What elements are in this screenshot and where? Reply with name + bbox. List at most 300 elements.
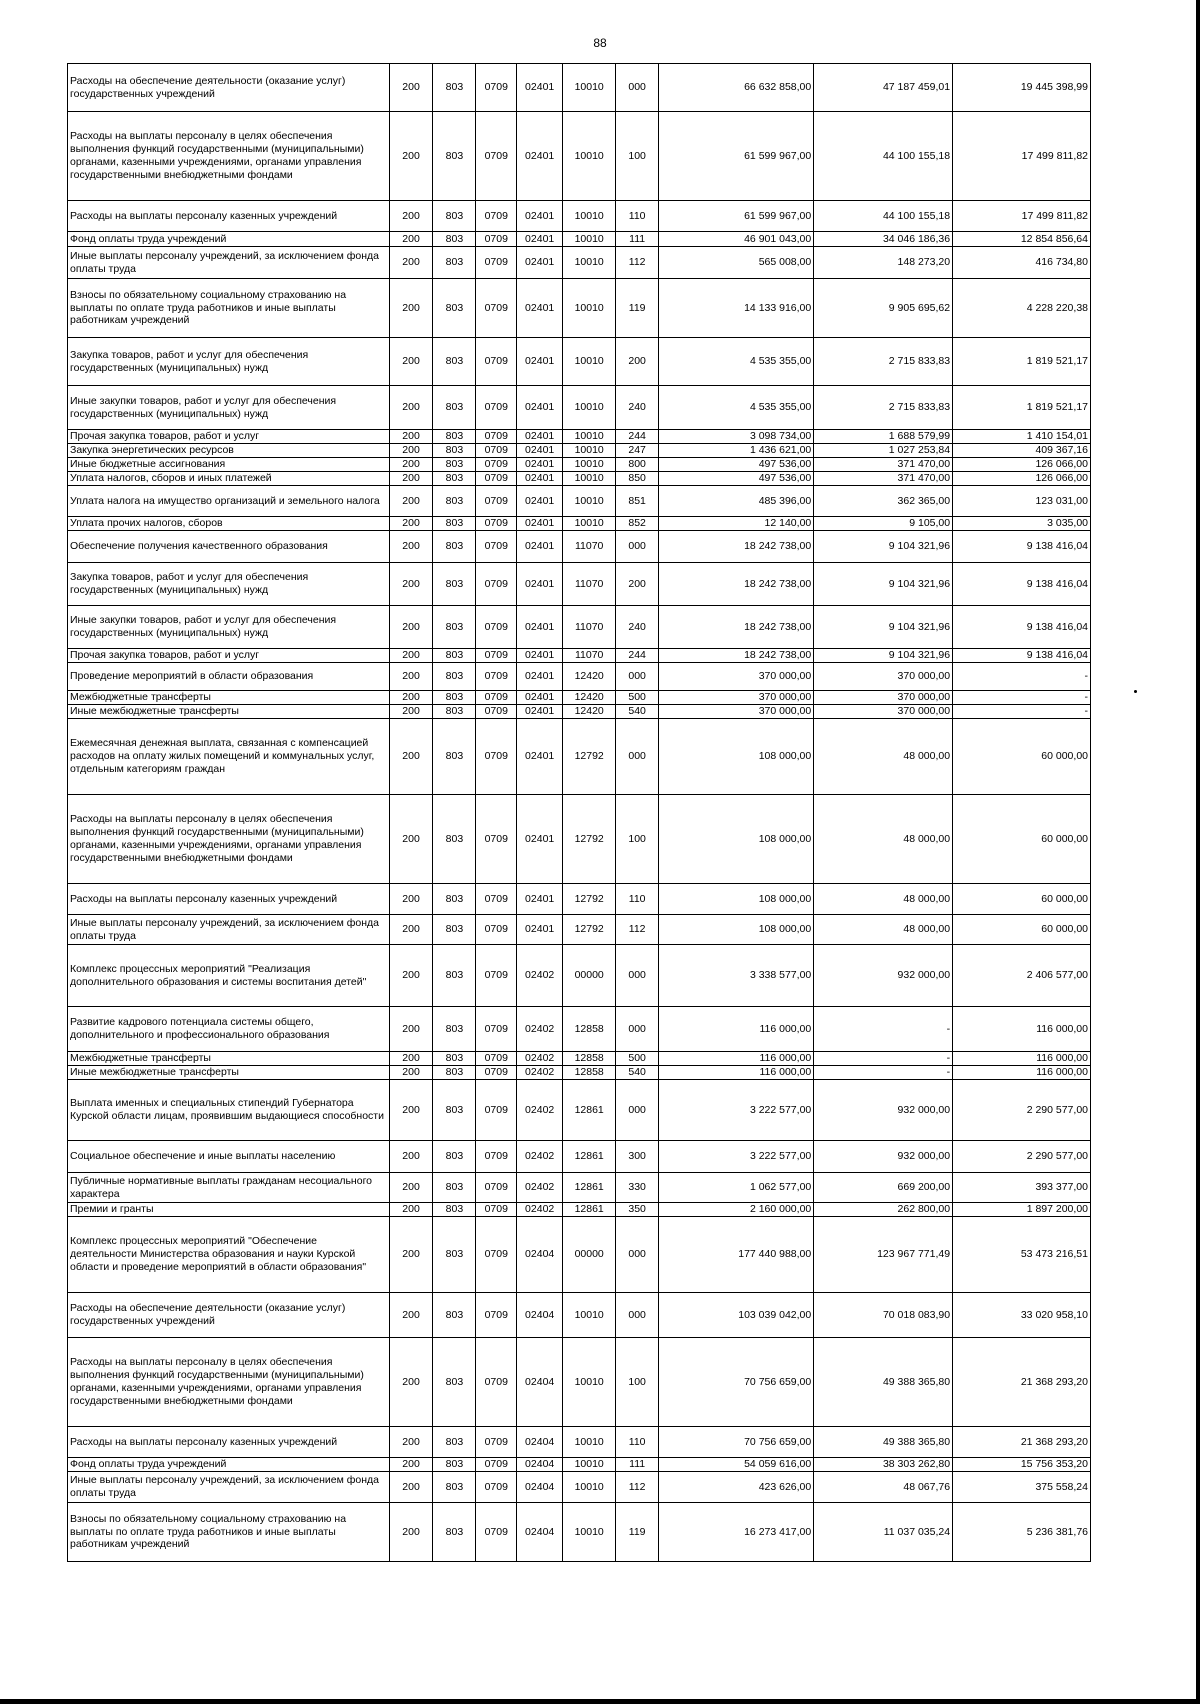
code-ministry-cell: 803: [433, 705, 476, 719]
code-direction-cell: 10010: [563, 247, 616, 279]
amount-remaining-cell: 9 138 416,04: [953, 531, 1091, 563]
row-name-cell: Расходы на обеспечение деятельности (оказание услуг) государственных учреждений: [68, 64, 390, 112]
row-name-cell: Иные выплаты персоналу учреждений, за исключением фонда оплаты труда: [68, 915, 390, 945]
amount-executed-cell: 9 104 321,96: [814, 531, 953, 563]
code-ministry-cell: 803: [433, 486, 476, 517]
code-section-cell: 0709: [476, 338, 517, 386]
code-program-cell: 02402: [517, 1080, 563, 1141]
amount-approved-cell: 4 535 355,00: [659, 386, 814, 430]
code-section-cell: 0709: [476, 472, 517, 486]
code-ministry-cell: 803: [433, 430, 476, 444]
amount-remaining-cell: 116 000,00: [953, 1007, 1091, 1052]
code-gr-cell: 200: [389, 486, 433, 517]
amount-executed-cell: 2 715 833,83: [814, 338, 953, 386]
row-name-cell: Фонд оплаты труда учреждений: [68, 232, 390, 247]
code-section-cell: 0709: [476, 1173, 517, 1203]
table-row: [68, 64, 1091, 112]
amount-remaining-cell: 4 228 220,38: [953, 279, 1091, 338]
row-name-cell: Публичные нормативные выплаты гражданам несоциального характера: [68, 1173, 390, 1203]
code-section-cell: 0709: [476, 279, 517, 338]
row-name-cell: Расходы на выплаты персоналу казенных учреждений: [68, 884, 390, 915]
code-program-cell: 02401: [517, 517, 563, 531]
amount-remaining-cell: -: [953, 691, 1091, 705]
row-name-cell: Обеспечение получения качественного образования: [68, 531, 390, 563]
code-type-cell: 000: [616, 719, 659, 795]
code-direction-cell: 10010: [563, 1338, 616, 1427]
amount-approved-cell: 108 000,00: [659, 795, 814, 884]
code-gr-cell: 200: [389, 201, 433, 232]
amount-remaining-cell: 123 031,00: [953, 486, 1091, 517]
amount-approved-cell: 66 632 858,00: [659, 64, 814, 112]
amount-approved-cell: 177 440 988,00: [659, 1217, 814, 1293]
amount-remaining-cell: 60 000,00: [953, 719, 1091, 795]
code-program-cell: 02401: [517, 531, 563, 563]
code-type-cell: 119: [616, 1503, 659, 1562]
code-direction-cell: 12858: [563, 1052, 616, 1066]
code-program-cell: 02404: [517, 1427, 563, 1458]
amount-executed-cell: 362 365,00: [814, 486, 953, 517]
code-direction-cell: 10010: [563, 517, 616, 531]
amount-executed-cell: 371 470,00: [814, 472, 953, 486]
table-row: [68, 1173, 1091, 1203]
table-row: [68, 1080, 1091, 1141]
amount-executed-cell: 1 688 579,99: [814, 430, 953, 444]
code-gr-cell: 200: [389, 649, 433, 663]
code-ministry-cell: 803: [433, 112, 476, 201]
code-gr-cell: 200: [389, 1503, 433, 1562]
code-program-cell: 02401: [517, 247, 563, 279]
code-program-cell: 02401: [517, 201, 563, 232]
code-direction-cell: 10010: [563, 458, 616, 472]
row-name-cell: Уплата налога на имущество организаций и земельного налога: [68, 486, 390, 517]
amount-remaining-cell: 9 138 416,04: [953, 606, 1091, 649]
code-type-cell: 247: [616, 444, 659, 458]
code-program-cell: 02401: [517, 232, 563, 247]
amount-approved-cell: 61 599 967,00: [659, 201, 814, 232]
code-ministry-cell: 803: [433, 279, 476, 338]
code-direction-cell: 12792: [563, 719, 616, 795]
amount-executed-cell: 669 200,00: [814, 1173, 953, 1203]
amount-executed-cell: 38 303 262,80: [814, 1458, 953, 1472]
code-type-cell: 111: [616, 232, 659, 247]
code-section-cell: 0709: [476, 1203, 517, 1217]
row-name-cell: Иные межбюджетные трансферты: [68, 1066, 390, 1080]
code-ministry-cell: 803: [433, 247, 476, 279]
code-type-cell: 240: [616, 386, 659, 430]
code-direction-cell: 12861: [563, 1141, 616, 1173]
code-ministry-cell: 803: [433, 649, 476, 663]
code-ministry-cell: 803: [433, 606, 476, 649]
code-gr-cell: 200: [389, 795, 433, 884]
code-gr-cell: 200: [389, 606, 433, 649]
page-number: 88: [593, 36, 607, 50]
code-section-cell: 0709: [476, 1338, 517, 1427]
code-ministry-cell: 803: [433, 1217, 476, 1293]
code-section-cell: 0709: [476, 915, 517, 945]
code-gr-cell: 200: [389, 945, 433, 1007]
table-body: [68, 64, 1091, 1562]
table-row: [68, 663, 1091, 691]
table-row: [68, 279, 1091, 338]
amount-approved-cell: 497 536,00: [659, 458, 814, 472]
table-row: [68, 1293, 1091, 1338]
code-ministry-cell: 803: [433, 945, 476, 1007]
amount-remaining-cell: 21 368 293,20: [953, 1338, 1091, 1427]
row-name-cell: Межбюджетные трансферты: [68, 691, 390, 705]
amount-approved-cell: 103 039 042,00: [659, 1293, 814, 1338]
table-row: [68, 1141, 1091, 1173]
amount-remaining-cell: 60 000,00: [953, 884, 1091, 915]
table-row: [68, 1217, 1091, 1293]
amount-remaining-cell: 375 558,24: [953, 1472, 1091, 1503]
row-name-cell: Закупка товаров, работ и услуг для обеспечения государственных (муниципальных) нужд: [68, 338, 390, 386]
code-type-cell: 300: [616, 1141, 659, 1173]
code-type-cell: 110: [616, 884, 659, 915]
table-row: [68, 606, 1091, 649]
amount-approved-cell: 116 000,00: [659, 1052, 814, 1066]
amount-remaining-cell: 1 819 521,17: [953, 386, 1091, 430]
amount-executed-cell: 11 037 035,24: [814, 1503, 953, 1562]
amount-executed-cell: 70 018 083,90: [814, 1293, 953, 1338]
row-name-cell: Закупка энергетических ресурсов: [68, 444, 390, 458]
amount-remaining-cell: 116 000,00: [953, 1066, 1091, 1080]
amount-approved-cell: 485 396,00: [659, 486, 814, 517]
amount-approved-cell: 423 626,00: [659, 1472, 814, 1503]
code-gr-cell: 200: [389, 915, 433, 945]
code-ministry-cell: 803: [433, 1007, 476, 1052]
row-name-cell: Выплата именных и специальных стипендий Губернатора Курской области лицам, проявившим выдающиеся способности: [68, 1080, 390, 1141]
table-row: [68, 1203, 1091, 1217]
amount-approved-cell: 116 000,00: [659, 1066, 814, 1080]
code-direction-cell: 11070: [563, 649, 616, 663]
table-row: [68, 915, 1091, 945]
amount-remaining-cell: 33 020 958,10: [953, 1293, 1091, 1338]
amount-approved-cell: 18 242 738,00: [659, 606, 814, 649]
code-type-cell: 800: [616, 458, 659, 472]
row-name-cell: Иные выплаты персоналу учреждений, за исключением фонда оплаты труда: [68, 247, 390, 279]
table-row: [68, 705, 1091, 719]
amount-executed-cell: 34 046 186,36: [814, 232, 953, 247]
amount-executed-cell: 148 273,20: [814, 247, 953, 279]
code-section-cell: 0709: [476, 719, 517, 795]
code-section-cell: 0709: [476, 1427, 517, 1458]
row-name-cell: Ежемесячная денежная выплата, связанная с компенсацией расходов на оплату жилых помещений и коммунальных услуг, отдельным категориям граждан: [68, 719, 390, 795]
code-type-cell: 350: [616, 1203, 659, 1217]
amount-executed-cell: -: [814, 1052, 953, 1066]
code-section-cell: 0709: [476, 1052, 517, 1066]
code-program-cell: 02401: [517, 112, 563, 201]
code-ministry-cell: 803: [433, 232, 476, 247]
code-program-cell: 02404: [517, 1217, 563, 1293]
table-row: [68, 430, 1091, 444]
amount-executed-cell: 932 000,00: [814, 945, 953, 1007]
table-row: [68, 1458, 1091, 1472]
code-section-cell: 0709: [476, 517, 517, 531]
amount-remaining-cell: -: [953, 705, 1091, 719]
amount-executed-cell: 2 715 833,83: [814, 386, 953, 430]
code-program-cell: 02404: [517, 1503, 563, 1562]
code-type-cell: 112: [616, 1472, 659, 1503]
code-ministry-cell: 803: [433, 1458, 476, 1472]
row-name-cell: Расходы на обеспечение деятельности (оказание услуг) государственных учреждений: [68, 1293, 390, 1338]
code-direction-cell: 10010: [563, 1293, 616, 1338]
code-type-cell: 000: [616, 1080, 659, 1141]
code-direction-cell: 00000: [563, 945, 616, 1007]
code-gr-cell: 200: [389, 884, 433, 915]
code-gr-cell: 200: [389, 386, 433, 430]
code-ministry-cell: 803: [433, 795, 476, 884]
code-program-cell: 02401: [517, 795, 563, 884]
amount-approved-cell: 1 436 621,00: [659, 444, 814, 458]
amount-approved-cell: 370 000,00: [659, 705, 814, 719]
code-gr-cell: 200: [389, 232, 433, 247]
amount-approved-cell: 108 000,00: [659, 915, 814, 945]
table-row: [68, 1066, 1091, 1080]
amount-executed-cell: -: [814, 1066, 953, 1080]
code-program-cell: 02402: [517, 1141, 563, 1173]
code-section-cell: 0709: [476, 531, 517, 563]
amount-remaining-cell: 9 138 416,04: [953, 563, 1091, 606]
amount-executed-cell: 49 388 365,80: [814, 1427, 953, 1458]
table-row: [68, 691, 1091, 705]
code-program-cell: 02402: [517, 1203, 563, 1217]
amount-approved-cell: 54 059 616,00: [659, 1458, 814, 1472]
code-gr-cell: 200: [389, 705, 433, 719]
amount-approved-cell: 14 133 916,00: [659, 279, 814, 338]
code-program-cell: 02401: [517, 458, 563, 472]
code-gr-cell: 200: [389, 1458, 433, 1472]
amount-remaining-cell: 2 290 577,00: [953, 1141, 1091, 1173]
amount-remaining-cell: 17 499 811,82: [953, 201, 1091, 232]
amount-approved-cell: 61 599 967,00: [659, 112, 814, 201]
code-ministry-cell: 803: [433, 1503, 476, 1562]
code-program-cell: 02402: [517, 945, 563, 1007]
amount-remaining-cell: -: [953, 663, 1091, 691]
code-type-cell: 500: [616, 691, 659, 705]
code-direction-cell: 10010: [563, 1458, 616, 1472]
code-gr-cell: 200: [389, 531, 433, 563]
code-gr-cell: 200: [389, 430, 433, 444]
code-type-cell: 540: [616, 705, 659, 719]
amount-remaining-cell: 126 066,00: [953, 458, 1091, 472]
code-type-cell: 110: [616, 1427, 659, 1458]
amount-approved-cell: 565 008,00: [659, 247, 814, 279]
code-ministry-cell: 803: [433, 563, 476, 606]
code-program-cell: 02401: [517, 649, 563, 663]
amount-remaining-cell: 1 819 521,17: [953, 338, 1091, 386]
table-row: [68, 247, 1091, 279]
code-ministry-cell: 803: [433, 338, 476, 386]
table-row: [68, 1427, 1091, 1458]
code-program-cell: 02402: [517, 1007, 563, 1052]
code-direction-cell: 10010: [563, 386, 616, 430]
code-gr-cell: 200: [389, 444, 433, 458]
code-type-cell: 000: [616, 663, 659, 691]
code-ministry-cell: 803: [433, 1141, 476, 1173]
code-section-cell: 0709: [476, 663, 517, 691]
amount-approved-cell: 46 901 043,00: [659, 232, 814, 247]
code-section-cell: 0709: [476, 64, 517, 112]
amount-remaining-cell: 60 000,00: [953, 795, 1091, 884]
code-type-cell: 540: [616, 1066, 659, 1080]
code-type-cell: 000: [616, 64, 659, 112]
code-ministry-cell: 803: [433, 1338, 476, 1427]
code-program-cell: 02402: [517, 1066, 563, 1080]
amount-approved-cell: 3 338 577,00: [659, 945, 814, 1007]
scan-border-right: [1196, 0, 1200, 1704]
code-section-cell: 0709: [476, 606, 517, 649]
table-row: [68, 472, 1091, 486]
code-gr-cell: 200: [389, 1173, 433, 1203]
table-row: [68, 884, 1091, 915]
amount-approved-cell: 497 536,00: [659, 472, 814, 486]
code-program-cell: 02402: [517, 1173, 563, 1203]
code-program-cell: 02401: [517, 884, 563, 915]
code-gr-cell: 200: [389, 563, 433, 606]
code-section-cell: 0709: [476, 1458, 517, 1472]
amount-executed-cell: 48 000,00: [814, 915, 953, 945]
code-ministry-cell: 803: [433, 719, 476, 795]
amount-approved-cell: 108 000,00: [659, 719, 814, 795]
row-name-cell: Расходы на выплаты персоналу в целях обеспечения выполнения функций государственными (муниципальными) органами, казенными учреждениями, органами управления государственными внебюджетными фондами: [68, 112, 390, 201]
amount-executed-cell: 932 000,00: [814, 1080, 953, 1141]
code-section-cell: 0709: [476, 1007, 517, 1052]
code-gr-cell: 200: [389, 64, 433, 112]
code-program-cell: 02401: [517, 719, 563, 795]
row-name-cell: Иные бюджетные ассигнования: [68, 458, 390, 472]
code-ministry-cell: 803: [433, 458, 476, 472]
code-ministry-cell: 803: [433, 517, 476, 531]
code-gr-cell: 200: [389, 1293, 433, 1338]
code-section-cell: 0709: [476, 247, 517, 279]
amount-executed-cell: 48 067,76: [814, 1472, 953, 1503]
amount-executed-cell: 49 388 365,80: [814, 1338, 953, 1427]
code-section-cell: 0709: [476, 112, 517, 201]
code-type-cell: 000: [616, 531, 659, 563]
row-name-cell: Взносы по обязательному социальному страхованию на выплаты по оплате труда работников и иные выплаты работникам учреждений: [68, 1503, 390, 1562]
code-gr-cell: 200: [389, 691, 433, 705]
row-name-cell: Фонд оплаты труда учреждений: [68, 1458, 390, 1472]
code-section-cell: 0709: [476, 1293, 517, 1338]
code-gr-cell: 200: [389, 472, 433, 486]
code-section-cell: 0709: [476, 1217, 517, 1293]
code-gr-cell: 200: [389, 1141, 433, 1173]
amount-executed-cell: 44 100 155,18: [814, 112, 953, 201]
amount-approved-cell: 70 756 659,00: [659, 1338, 814, 1427]
amount-remaining-cell: 416 734,80: [953, 247, 1091, 279]
code-type-cell: 112: [616, 247, 659, 279]
code-type-cell: 100: [616, 795, 659, 884]
code-type-cell: 110: [616, 201, 659, 232]
code-direction-cell: 12420: [563, 663, 616, 691]
amount-executed-cell: 370 000,00: [814, 691, 953, 705]
code-direction-cell: 10010: [563, 201, 616, 232]
amount-approved-cell: 3 222 577,00: [659, 1080, 814, 1141]
row-name-cell: Комплекс процессных мероприятий "Реализация дополнительного образования и системы воспитания детей": [68, 945, 390, 1007]
code-ministry-cell: 803: [433, 1293, 476, 1338]
code-direction-cell: 12792: [563, 884, 616, 915]
amount-remaining-cell: 3 035,00: [953, 517, 1091, 531]
code-direction-cell: 12861: [563, 1203, 616, 1217]
code-type-cell: 000: [616, 1007, 659, 1052]
row-name-cell: Закупка товаров, работ и услуг для обеспечения государственных (муниципальных) нужд: [68, 563, 390, 606]
code-ministry-cell: 803: [433, 884, 476, 915]
code-gr-cell: 200: [389, 279, 433, 338]
code-direction-cell: 10010: [563, 1472, 616, 1503]
table-row: [68, 458, 1091, 472]
row-name-cell: Комплекс процессных мероприятий "Обеспечение деятельности Министерства образования и науки Курской области и проведение мероприятий в области образования": [68, 1217, 390, 1293]
code-ministry-cell: 803: [433, 1203, 476, 1217]
code-type-cell: 112: [616, 915, 659, 945]
amount-remaining-cell: 60 000,00: [953, 915, 1091, 945]
budget-table: [67, 63, 1091, 1562]
code-type-cell: 111: [616, 1458, 659, 1472]
code-direction-cell: 12792: [563, 915, 616, 945]
amount-remaining-cell: 53 473 216,51: [953, 1217, 1091, 1293]
code-program-cell: 02401: [517, 563, 563, 606]
code-type-cell: 119: [616, 279, 659, 338]
scan-dot: [1134, 690, 1137, 693]
code-type-cell: 851: [616, 486, 659, 517]
code-gr-cell: 200: [389, 458, 433, 472]
code-section-cell: 0709: [476, 232, 517, 247]
amount-remaining-cell: 2 290 577,00: [953, 1080, 1091, 1141]
code-gr-cell: 200: [389, 517, 433, 531]
table-row: [68, 517, 1091, 531]
amount-remaining-cell: 409 367,16: [953, 444, 1091, 458]
amount-approved-cell: 3 222 577,00: [659, 1141, 814, 1173]
code-direction-cell: 10010: [563, 279, 616, 338]
table-row: [68, 563, 1091, 606]
code-direction-cell: 00000: [563, 1217, 616, 1293]
amount-approved-cell: 1 062 577,00: [659, 1173, 814, 1203]
row-name-cell: Уплата прочих налогов, сборов: [68, 517, 390, 531]
code-direction-cell: 12858: [563, 1007, 616, 1052]
code-gr-cell: 200: [389, 1427, 433, 1458]
amount-approved-cell: 16 273 417,00: [659, 1503, 814, 1562]
amount-remaining-cell: 19 445 398,99: [953, 64, 1091, 112]
code-type-cell: 852: [616, 517, 659, 531]
code-direction-cell: 10010: [563, 112, 616, 201]
code-direction-cell: 10010: [563, 64, 616, 112]
code-gr-cell: 200: [389, 719, 433, 795]
code-program-cell: 02401: [517, 64, 563, 112]
code-direction-cell: 12858: [563, 1066, 616, 1080]
code-gr-cell: 200: [389, 1472, 433, 1503]
code-direction-cell: 10010: [563, 1427, 616, 1458]
table-row: [68, 531, 1091, 563]
row-name-cell: Расходы на выплаты персоналу в целях обеспечения выполнения функций государственными (муниципальными) органами, казенными учреждениями, органами управления государственными внебюджетными фондами: [68, 1338, 390, 1427]
code-gr-cell: 200: [389, 1066, 433, 1080]
code-gr-cell: 200: [389, 247, 433, 279]
code-type-cell: 500: [616, 1052, 659, 1066]
amount-remaining-cell: 12 854 856,64: [953, 232, 1091, 247]
code-program-cell: 02401: [517, 386, 563, 430]
code-program-cell: 02401: [517, 444, 563, 458]
code-direction-cell: 10010: [563, 338, 616, 386]
code-gr-cell: 200: [389, 663, 433, 691]
code-ministry-cell: 803: [433, 915, 476, 945]
code-type-cell: 240: [616, 606, 659, 649]
amount-executed-cell: 9 104 321,96: [814, 563, 953, 606]
code-direction-cell: 12792: [563, 795, 616, 884]
amount-approved-cell: 370 000,00: [659, 691, 814, 705]
code-ministry-cell: 803: [433, 64, 476, 112]
code-section-cell: 0709: [476, 795, 517, 884]
table-row: [68, 1052, 1091, 1066]
code-direction-cell: 11070: [563, 563, 616, 606]
code-section-cell: 0709: [476, 691, 517, 705]
